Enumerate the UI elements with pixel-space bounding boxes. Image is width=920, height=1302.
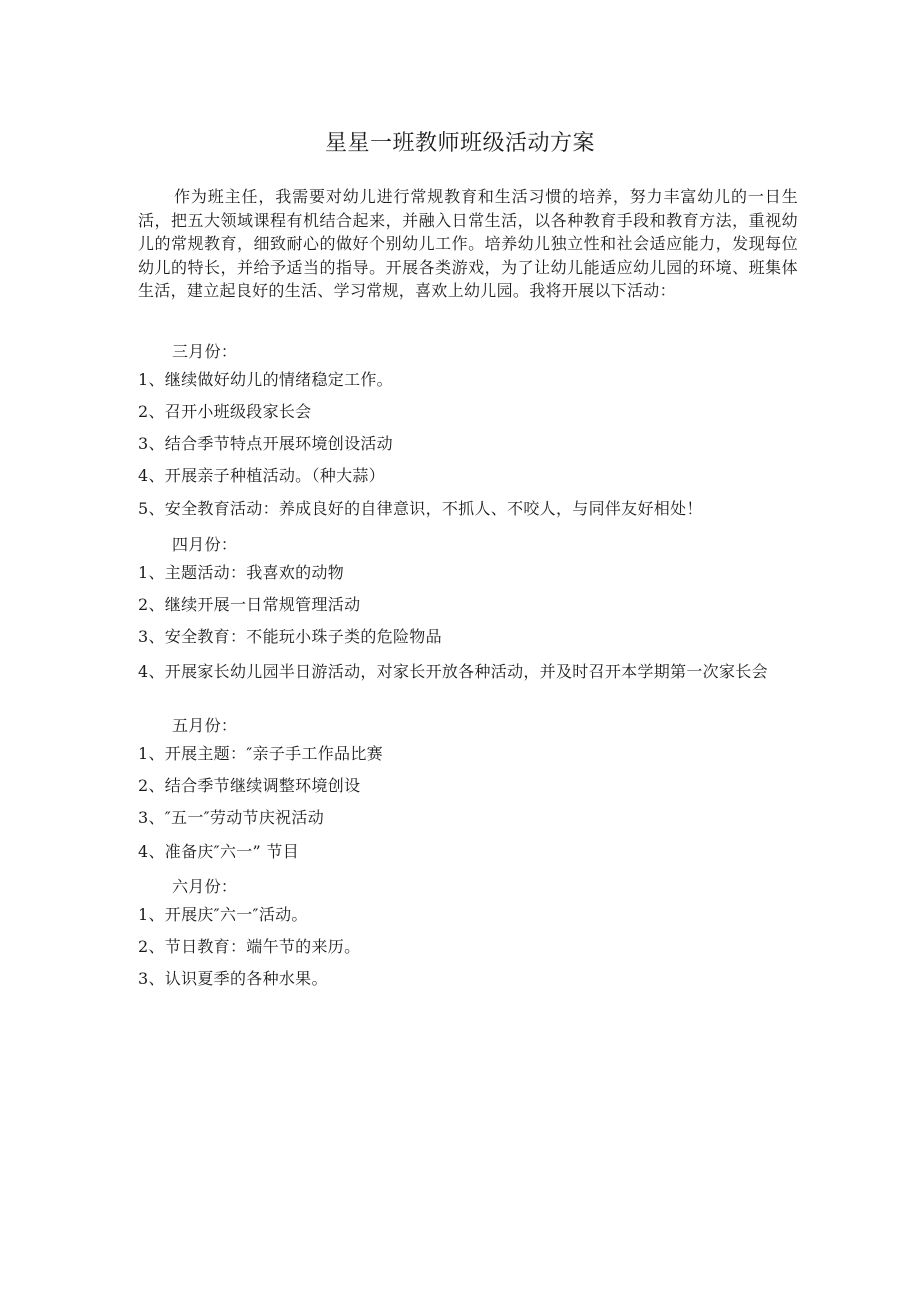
- list-item: 2、结合季节继续调整环境创设: [138, 776, 361, 795]
- list-item: 3、认识夏季的各种水果。: [138, 969, 328, 988]
- intro-paragraph: 作为班主任，我需要对幼儿进行常规教育和生活习惯的培养，努力丰富幼儿的一日生活，把五大领域课程有机结合起来，并融入日常生活，以各种教育手段和教育方法，重视幼儿的常规教育，细致耐心的做好个别幼儿工作。培养幼儿独立性和社会适应能力，发现每位幼儿的特长，并给予适当的指导。开展各类游戏，为了让幼儿能适应幼儿园的环境、班集体生活，建立起良好的生活、学习常规，喜欢上幼儿园。我将开展以下活动：: [138, 187, 798, 300]
- month-heading-may: 五月份：: [172, 716, 238, 735]
- list-item: 3、安全教育：不能玩小珠子类的危险物品: [138, 627, 442, 646]
- list-item: 1、继续做好幼儿的情绪稳定工作。: [138, 370, 393, 389]
- list-item: 2、召开小班级段家长会: [138, 402, 312, 421]
- document-title: 星星一班教师班级活动方案: [324, 131, 595, 156]
- month-heading-june: 六月份：: [172, 877, 238, 896]
- list-item: 2、节日教育：端午节的来历。: [138, 937, 361, 956]
- list-item: 1、开展主题：″亲子手工作品比赛: [138, 744, 383, 763]
- list-item: 1、主题活动：我喜欢的动物: [138, 563, 345, 582]
- list-item: 4、准备庆″六一” 节目: [138, 842, 300, 861]
- list-item: 5、安全教育活动：养成良好的自律意识，不抓人、不咬人，与同伴友好相处！: [138, 499, 703, 518]
- list-item: 1、开展庆″六一″活动。: [138, 905, 308, 924]
- list-item: 2、继续开展一日常规管理活动: [138, 595, 361, 614]
- list-item: 4、开展家长幼儿园半日游活动，对家长开放各种活动，并及时召开本学期第一次家长会: [138, 662, 768, 681]
- month-heading-march: 三月份：: [172, 342, 238, 361]
- list-item: 3、″五一″劳动节庆祝活动: [138, 808, 325, 827]
- list-item: 4、开展亲子种植活动。（种大蒜）: [138, 466, 385, 485]
- month-heading-april: 四月份：: [172, 535, 238, 554]
- list-item: 3、结合季节特点开展环境创设活动: [138, 434, 393, 453]
